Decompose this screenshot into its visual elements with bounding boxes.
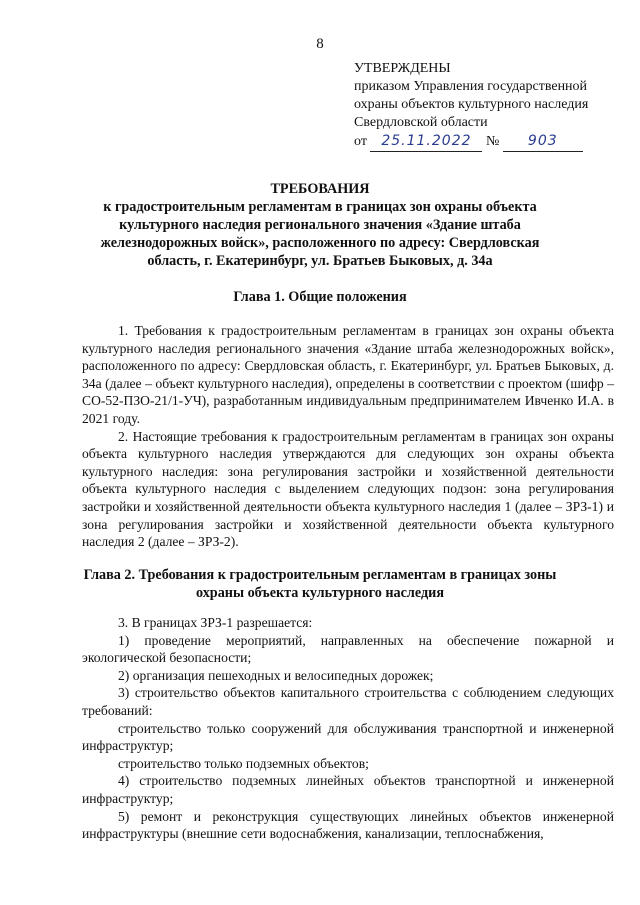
approval-line-2: охраны объектов культурного наследия [354, 97, 589, 112]
paragraph: 3. В границах ЗРЗ-1 разрешается: [118, 615, 313, 630]
approval-date-line [354, 132, 588, 152]
chapter-1-body [82, 322, 614, 551]
title-heading: ТРЕБОВАНИЯ [270, 181, 370, 197]
approval-heading: УТВЕРЖДЕНЫ [354, 61, 451, 76]
paragraph: 4) строительство подземных линейных объектов транспортной и инженерной инфраструктур; [82, 773, 614, 806]
title-text: к градостроительным регламентам в границах зон охраны объекта культурного наследия регионального значения «Здание штаба железнодорожных войск», расположенного по адресу: Свердловская область, г. Екатеринбург, ул. Братьев Быковых, д. 34а [100, 199, 540, 269]
chapter-1-heading: Глава 1. Общие положения [233, 289, 407, 305]
paragraph: 3) строительство объектов капитального строительства с соблюдением следующих требований: [82, 685, 614, 718]
document-title [90, 180, 550, 270]
handwritten-date: 25.11.2022 [381, 133, 472, 149]
approval-line-3: Свердловской области [354, 115, 488, 130]
approval-line-1: приказом Управления государственной [354, 79, 588, 94]
number-field [503, 132, 583, 152]
chapter-2-body [82, 614, 614, 843]
number-label: № [485, 134, 500, 149]
paragraph: 1. Требования к градостроительным регламентам в границах зон охраны объекта культурного наследия регионального значения «Здание штаба железнодорожных войск», расположенного по адресу: Свердловская область, г. Екатеринбург, ул. Братьев Быковых, д. 34а (далее – объект культурного наследия), определены в соответствии с проектом (шифр – СО-52-ПЗО-21/1-УЧ), разработанным индивидуальным предпринимателем Ивченко И.А. в 2021 году. [82, 323, 614, 426]
chapter-2-heading: Глава 2. Требования к градостроительным регламентам в границах зоны охраны объекта культурного наследия [83, 567, 557, 601]
date-field [370, 132, 482, 152]
paragraph: 1) проведение мероприятий, направленных на обеспечение пожарной и экологической безопасности; [82, 632, 614, 666]
from-label: от [354, 134, 367, 149]
page-number: 8 [316, 36, 324, 52]
paragraph: строительство только подземных объектов; [118, 755, 369, 771]
handwritten-number: 903 [527, 133, 558, 149]
approval-block [354, 60, 588, 152]
paragraph: 2. Настоящие требования к градостроительным регламентам в границах зон охраны объекта культурного наследия утверждаются для следующих зон охраны объекта культурного наследия: зона регулирования застройки и хозяйственной деятельности объекта культурного наследия с выделением следующих подзон: зона регулирования застройки и хозяйственной деятельности объекта культурного наследия 1 (далее – ЗРЗ-1) и зона регулирования застройки и хозяйственной деятельности объекта культурного наследия 2 (далее – ЗРЗ-2). [82, 428, 614, 550]
paragraph: 5) ремонт и реконструкция существующих линейных объектов инженерной инфраструктуры (внешние сети водоснабжения, канализации, теплоснабжения, [82, 808, 614, 842]
paragraph: 2) организация пешеходных и велосипедных дорожек; [118, 667, 434, 683]
paragraph: строительство только сооружений для обслуживания транспортной и инженерной инфраструктур; [82, 720, 614, 754]
